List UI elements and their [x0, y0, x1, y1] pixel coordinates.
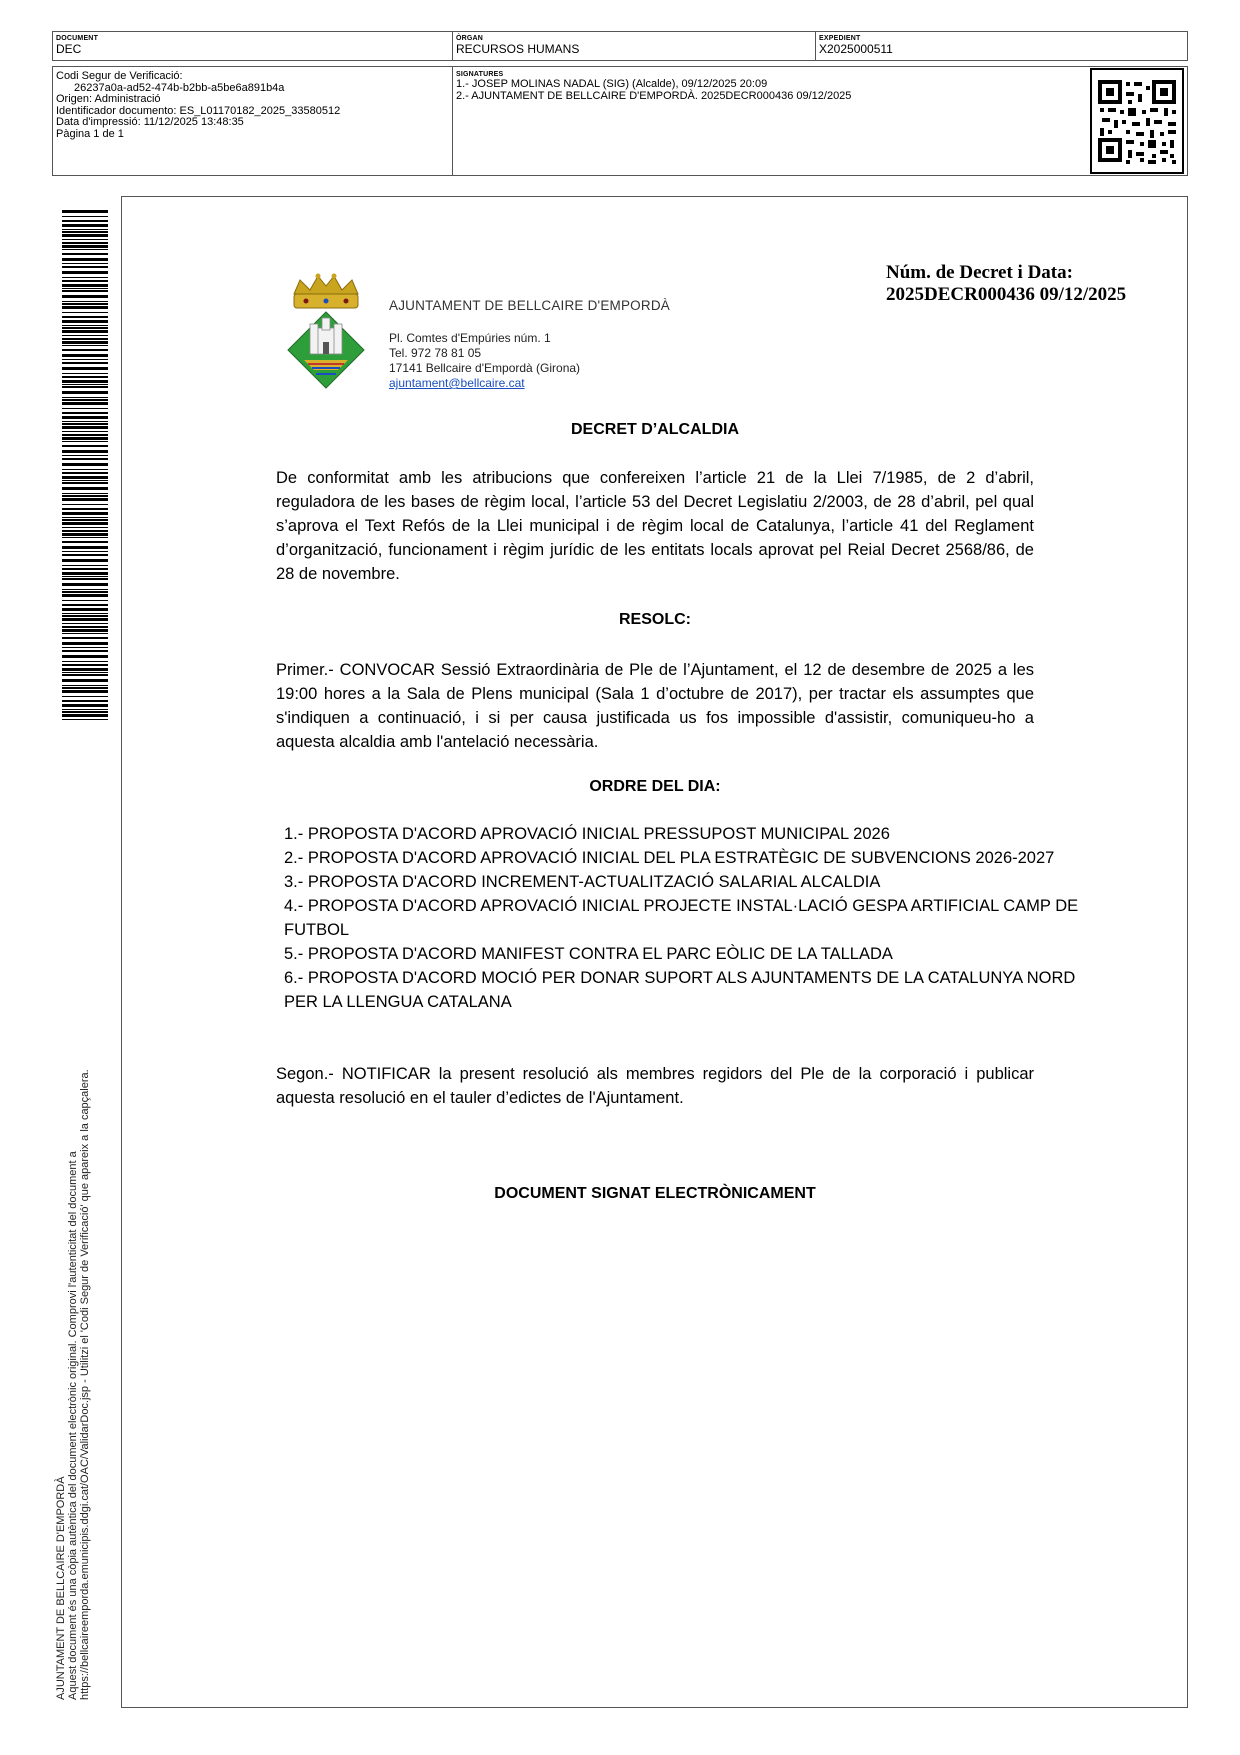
barcode-bar	[62, 320, 108, 323]
resolc-heading: RESOLC:	[619, 611, 691, 628]
barcode-bar	[62, 210, 108, 213]
barcode-bar	[62, 441, 108, 442]
barcode-bar	[62, 263, 108, 264]
header-csv-cell	[52, 66, 453, 176]
barcode-bar	[62, 327, 108, 329]
barcode-bar	[62, 384, 108, 385]
header-organ-cell	[452, 31, 816, 61]
signed-notice: DOCUMENT SIGNAT ELECTRÒNICAMENT	[494, 1185, 816, 1202]
expedient-value: X2025000511	[819, 42, 893, 56]
barcode-bar	[62, 412, 108, 414]
barcode-bar	[62, 704, 108, 707]
barcode-bar	[62, 637, 108, 639]
barcode-bar	[62, 445, 108, 447]
barcode-bar	[62, 600, 108, 601]
barcode-bar	[62, 615, 108, 617]
barcode-bar	[62, 711, 108, 713]
barcode-bar	[62, 495, 108, 497]
barcode-bar	[62, 504, 108, 505]
barcode-bar	[62, 472, 108, 474]
barcode-bar	[62, 421, 108, 422]
barcode-bar	[62, 623, 108, 624]
origen-text: Origen: Administració	[56, 93, 161, 105]
barcode-bar	[62, 664, 108, 666]
barcode-bar	[62, 522, 108, 525]
barcode-bar	[62, 408, 108, 409]
barcode-bar	[62, 397, 108, 398]
qr-code-icon	[1090, 68, 1184, 174]
barcode-bar	[62, 234, 108, 237]
barcode-bar	[62, 416, 108, 419]
barcode-bar	[62, 373, 108, 374]
barcode-bar	[62, 559, 108, 562]
barcode-bar	[62, 672, 108, 673]
barcode-bar	[62, 608, 108, 611]
organ-label: ÒRGAN	[456, 35, 484, 42]
barcode-bar	[62, 572, 108, 575]
barcode-bar	[62, 589, 108, 590]
barcode-bar	[62, 216, 108, 217]
barcode-bar	[62, 354, 108, 357]
decree-number-block	[886, 262, 1126, 306]
pagina-text: Pàgina 1 de 1	[56, 127, 124, 140]
letterhead-address: Pl. Comtes d'Empúries núm. 1	[389, 331, 551, 345]
barcode-bar	[62, 604, 108, 606]
barcode-bar	[62, 330, 108, 333]
barcode-bar	[62, 380, 108, 383]
letterhead-email-link[interactable]: ajuntament@bellcaire.cat	[389, 376, 525, 390]
barcode-bar	[62, 519, 108, 521]
barcode-bar	[62, 431, 108, 432]
barcode-bar	[62, 376, 108, 378]
barcode-bar	[62, 359, 108, 360]
barcode-bar	[62, 391, 108, 394]
barcode-bar	[62, 576, 108, 577]
identificador-text: Identificador documento: ES_L01170182_2025_33580512	[56, 104, 341, 117]
barcode-bar	[62, 551, 108, 552]
side-line-2: Aquest document és una còpia autèntica del document electrònic original. Comprovi l'autenticitat del document a	[67, 1151, 79, 1700]
barcode-bar	[62, 258, 108, 261]
barcode-bar	[62, 437, 108, 440]
header-signatures-cell	[452, 66, 1188, 176]
barcode-bar	[62, 655, 108, 658]
barcode-bar	[62, 508, 108, 510]
barcode-bar	[62, 527, 108, 528]
barcode-bar	[62, 367, 108, 370]
csv-label: Codi Segur de Verificació:	[56, 70, 183, 82]
barcode-bar	[62, 530, 108, 532]
barcode-bar	[62, 546, 108, 549]
barcode-bar	[62, 685, 108, 686]
barcode-bar	[62, 306, 108, 309]
barcode-bar	[62, 338, 108, 340]
barcode-bar	[62, 642, 108, 645]
barcode-bar	[62, 426, 108, 429]
barcode-bar	[62, 541, 108, 543]
barcode-bar	[62, 493, 108, 494]
barcode-bar	[62, 476, 108, 479]
barcode-bar	[62, 618, 108, 621]
barcode-bar	[62, 266, 108, 268]
barcode-bar	[62, 578, 108, 580]
signature-1: 1.- JOSEP MOLINAS NADAL (SIG) (Alcalde), 09/12/2025 20:09	[456, 78, 768, 90]
side-line-3: https://bellcaireemporda.emunicipis.ddgi.cat/OAC/ValidarDoc.jsp - Utilitzi el 'Codi Segur de Verificació' que apareix a la capçalera.	[79, 1069, 91, 1700]
barcode-bar	[62, 583, 108, 586]
barcode-bar	[62, 696, 108, 697]
barcode-bar	[62, 690, 108, 693]
data-impressio-text: Data d'impressió: 11/12/2025 13:48:35	[56, 116, 244, 128]
list-item: 6.- PROPOSTA D'ACORD MOCIÓ PER DONAR SUPORT ALS AJUNTAMENTS DE LA CATALUNYA NORD PER LA LLENGUA CATALANA	[284, 969, 1076, 1011]
letterhead-name: AJUNTAMENT DE BELLCAIRE D'EMPORDÀ	[389, 298, 670, 313]
coat-of-arms-logo	[286, 272, 366, 394]
barcode-bar	[62, 301, 108, 302]
barcode-bar	[62, 362, 108, 364]
barcode-bar	[62, 591, 108, 593]
barcode-bar	[62, 629, 108, 632]
barcode-bar	[62, 290, 108, 292]
barcode-bar	[62, 341, 108, 344]
barcode-bar	[62, 679, 108, 682]
barcode-bar	[62, 450, 108, 453]
barcode-bar	[62, 650, 108, 652]
header-document-cell	[52, 31, 453, 61]
list-item: 3.- PROPOSTA D'ACORD INCREMENT-ACTUALITZACIÓ SALARIAL ALCALDIA	[284, 873, 881, 891]
barcode-bar	[62, 295, 108, 298]
list-item: 1.- PROPOSTA D'ACORD APROVACIÓ INICIAL PRESSUPOST MUNICIPAL 2026	[284, 825, 890, 843]
barcode-bar	[62, 647, 108, 648]
barcode-bar	[62, 455, 108, 456]
signatures-label: SIGNATURES	[456, 71, 504, 78]
side-barcode-icon	[62, 210, 108, 725]
list-item: 2.- PROPOSTA D'ACORD APROVACIÓ INICIAL DEL PLA ESTRATÈGIC DE SUBVENCIONS 2026-2027	[284, 849, 1055, 867]
barcode-bar	[62, 700, 108, 702]
header-expedient-cell	[815, 31, 1188, 61]
barcode-bar	[62, 312, 108, 313]
barcode-bar	[62, 565, 108, 566]
barcode-bar	[62, 463, 108, 466]
csv-value: 26237a0a-ad52-474b-b2bb-a5be6a891b4a	[74, 81, 285, 94]
decree-number-value: 2025DECR000436 09/12/2025	[886, 284, 1127, 305]
barcode-bar	[62, 633, 108, 634]
side-verification-text	[55, 880, 91, 1700]
barcode-bar	[62, 719, 108, 720]
barcode-bar	[62, 709, 108, 710]
letterhead-phone: Tel. 972 78 81 05	[389, 346, 482, 360]
barcode-bar	[62, 594, 108, 597]
barcode-bar	[62, 554, 108, 556]
expedient-label: EXPEDIENT	[819, 35, 861, 42]
barcode-bar	[62, 674, 108, 676]
document-value: DEC	[56, 42, 82, 56]
barcode-bar	[62, 626, 108, 628]
barcode-bar	[62, 480, 108, 481]
barcode-bar	[62, 349, 108, 351]
barcode-bar	[62, 487, 108, 490]
barcode-bar	[62, 303, 108, 305]
barcode-bar	[62, 245, 108, 248]
barcode-bar	[62, 280, 108, 282]
list-item: 4.- PROPOSTA D'ACORD APROVACIÓ INICIAL PROJECTE INSTAL·LACIÓ GESPA ARTIFICIAL CAMP DE FUTBOL	[284, 897, 1079, 939]
barcode-bar	[62, 434, 108, 436]
barcode-bar	[62, 533, 108, 536]
preamble-paragraph: De conformitat amb les atribucions que confereixen l’article 21 de la Llei 7/1985, de 2 d’abril, reguladora de les bases de règim local, l’article 53 del Decret Legislatiu 2/2003, de 28 d’abril, pel qual s’aprova el Text Refós de la Llei municipal i de règim local de Catalunya, l’article 41 del Reglament d’organització, funcionament i règim jurídic de les entitats locals aprovat pel Reial Decret 2568/86, de 28 de novembre.	[276, 469, 1034, 583]
barcode-bar	[62, 277, 108, 278]
barcode-bar	[62, 253, 108, 255]
barcode-bar	[62, 242, 108, 244]
decree-number-label: Núm. de Decret i Data:	[886, 262, 1073, 283]
barcode-bar	[62, 423, 108, 425]
primer-paragraph: Primer.- CONVOCAR Sessió Extraordinària de Ple de l’Ajuntament, el 12 de desembre de 2025 a les 19:00 hores a la Sala de Plens municipal (Sala 1 d’octubre de 2017), per tractar els assumptes que s'indiquen a continuació, i si per causa justificada us fos impossible d'assistir, comuniqueu-ho a aquesta alcaldia amb l'antelació necessària.	[276, 661, 1034, 751]
barcode-bar	[62, 224, 108, 227]
barcode-bar	[62, 231, 108, 233]
signature-2: 2.- AJUNTAMENT DE BELLCAIRE D'EMPORDÀ. 2025DECR000436 09/12/2025	[456, 89, 852, 102]
decree-title: DECRET D’ALCALDIA	[571, 421, 739, 438]
barcode-bar	[62, 220, 108, 222]
barcode-bar	[62, 498, 108, 501]
list-item: 5.- PROPOSTA D'ACORD MANIFEST CONTRA EL PARC EÒLIC DE LA TALLADA	[284, 945, 893, 963]
ordre-del-dia-heading: ORDRE DEL DIA:	[589, 778, 721, 795]
barcode-bar	[62, 335, 108, 336]
barcode-bar	[62, 316, 108, 318]
barcode-bar	[62, 345, 108, 346]
letterhead-city: 17141 Bellcaire d'Empordà (Girona)	[389, 361, 581, 375]
barcode-bar	[62, 271, 108, 274]
segon-paragraph: Segon.- NOTIFICAR la present resolució als membres regidors del Ple de la corporació i publicar aquesta resolució en el tauler d’edictes de l'Ajuntament.	[276, 1065, 1034, 1107]
letterhead-address-block	[389, 331, 580, 391]
barcode-bar	[62, 229, 108, 230]
barcode-bar	[62, 482, 108, 484]
barcode-bar	[62, 288, 108, 289]
barcode-bar	[62, 386, 108, 388]
barcode-bar	[62, 537, 108, 538]
barcode-bar	[62, 517, 108, 518]
barcode-bar	[62, 249, 108, 250]
barcode-bar	[62, 469, 108, 470]
ordre-del-dia-list	[284, 822, 1084, 1014]
barcode-bar	[62, 668, 108, 671]
barcode-bar	[62, 284, 108, 287]
barcode-bar	[62, 512, 108, 515]
barcode-bar	[62, 458, 108, 460]
barcode-bar	[62, 399, 108, 401]
document-label: DOCUMENT	[56, 35, 99, 42]
side-line-1: AJUNTAMENT DE BELLCAIRE D'EMPORDÀ	[55, 1476, 67, 1700]
barcode-bar	[62, 687, 108, 689]
barcode-bar	[62, 402, 108, 405]
barcode-bar	[62, 239, 108, 240]
barcode-bar	[62, 661, 108, 662]
organ-value: RECURSOS HUMANS	[456, 42, 580, 56]
barcode-bar	[62, 714, 108, 717]
barcode-bar	[62, 325, 108, 326]
barcode-bar	[62, 613, 108, 614]
barcode-bar	[62, 568, 108, 570]
